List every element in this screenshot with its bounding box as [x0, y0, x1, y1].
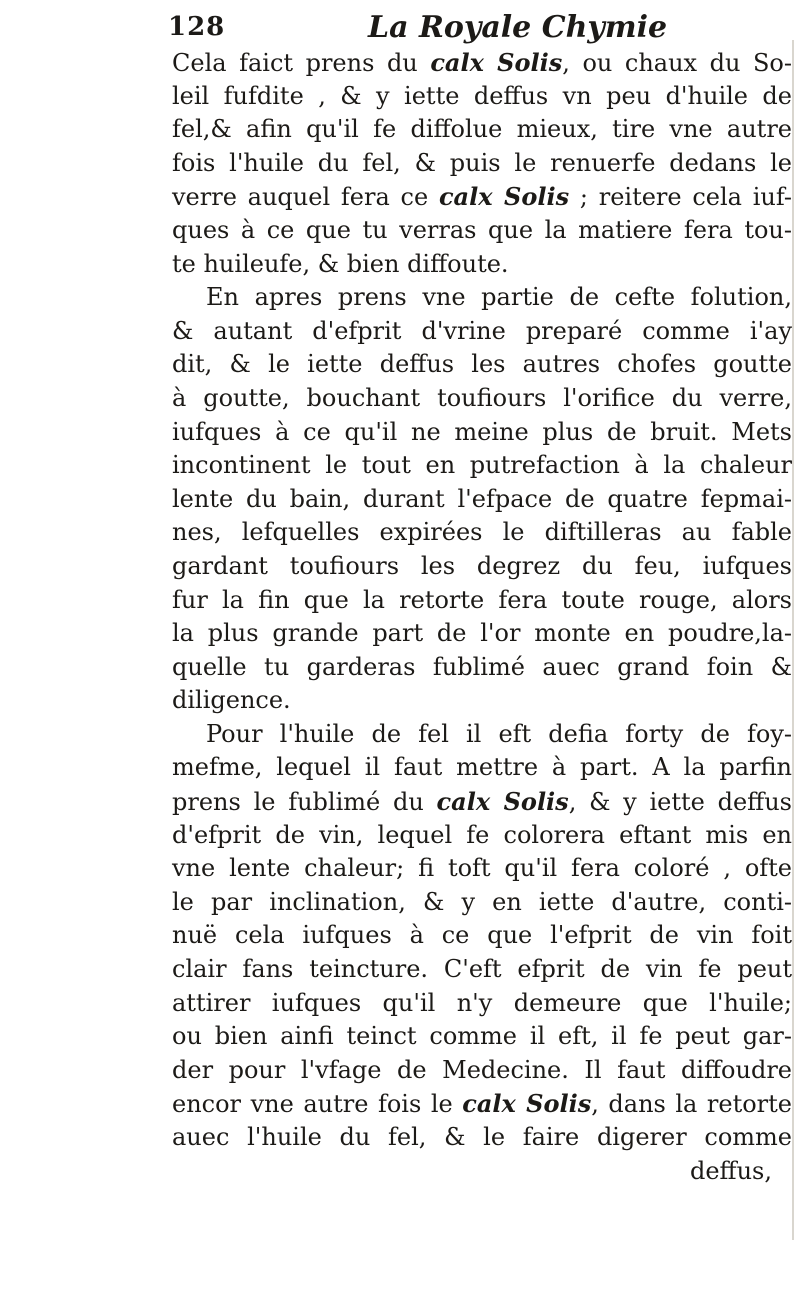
- text-line: [172, 248, 792, 282]
- text-run: & autant d'efprit d'vrine preparé comme i'ay: [172, 316, 792, 345]
- text-run: mefme, lequel il faut mettre à part. A la parfin: [172, 753, 792, 782]
- text-run: gardant toufiours les degrez du feu, iufques: [172, 551, 792, 580]
- text-line: [172, 147, 792, 181]
- text-run: dit, & le iette deffus les autres chofes goutte: [172, 350, 792, 379]
- text-run: attirer iufques qu'il n'y demeure que l'huile;: [172, 988, 792, 1017]
- italic-term: calx Solis: [436, 787, 569, 817]
- text-run: ; reitere cela iuf-: [569, 183, 793, 212]
- text-run: vne lente chaleur; fi toft qu'il fera coloré , ofte: [172, 854, 792, 883]
- text-line: [172, 987, 792, 1021]
- text-line: [172, 315, 792, 349]
- text-run: Pour l'huile de fel il eft defia forty de foy-: [206, 719, 792, 748]
- text-line: [172, 718, 792, 752]
- text-run: la plus grande part de l'or monte en poudre,la-: [172, 619, 792, 648]
- text-line: [172, 416, 792, 450]
- text-run: encor vne autre fois le: [172, 1090, 463, 1119]
- text-line: [172, 751, 792, 785]
- text-run: ou bien ainfi teinct comme il eft, il fe peut gar-: [172, 1022, 792, 1051]
- text-run: , & y iette deffus: [568, 788, 793, 817]
- catchword: deffus,: [689, 1156, 772, 1185]
- text-line: [172, 617, 792, 651]
- text-line: [172, 852, 792, 886]
- text-line: [172, 1054, 792, 1088]
- running-title: La Royale Chymie: [368, 10, 668, 45]
- text-line: [172, 516, 792, 550]
- text-line: [172, 348, 792, 382]
- italic-term: calx Solis: [430, 48, 563, 77]
- text-line: [172, 584, 792, 618]
- text-line: [172, 886, 792, 920]
- text-run: diligence.: [172, 686, 291, 715]
- text-run: fel,& afin qu'il fe diffolue mieux, tire vne autre: [172, 115, 792, 144]
- text-line: [172, 382, 792, 416]
- text-line: [172, 785, 792, 819]
- text-line: [172, 113, 792, 147]
- text-run: fois l'huile du fel, & puis le renuerfe dedans le: [172, 148, 792, 177]
- text-run: nuë cela iufques à ce que l'efprit de vin foit: [172, 921, 792, 950]
- text-run: leil fufdite , & y iette deffus vn peu d'huile de: [172, 81, 792, 110]
- text-line: [172, 1087, 792, 1121]
- text-line: [172, 819, 792, 853]
- text-run: d'efprit de vin, lequel fe colorera eftant mis en: [172, 820, 792, 849]
- text-run: incontinent le tout en putrefaction à la chaleur: [172, 451, 792, 480]
- page-header: [168, 10, 768, 50]
- text-run: lente du bain, durant l'efpace de quatre fepmai-: [172, 484, 792, 513]
- text-run: à goutte, bouchant toufiours l'orifice du verre,: [172, 383, 792, 412]
- text-run: auec l'huile du fel, & le faire digerer comme: [172, 1123, 792, 1151]
- text-line: [172, 1020, 792, 1054]
- text-line: [172, 449, 792, 483]
- text-run: quelle tu garderas fublimé auec grand foin &: [172, 652, 792, 681]
- page-edge-shadow: [792, 40, 794, 1240]
- page-number: 128: [168, 12, 226, 42]
- text-line: [172, 684, 792, 718]
- text-line: [172, 919, 792, 953]
- text-run: prens le fublimé du: [172, 788, 437, 817]
- text-line: [172, 483, 792, 517]
- text-line: [172, 46, 792, 80]
- text-run: iufques à ce qu'il ne meine plus de bruit. Mets: [172, 417, 792, 446]
- text-run: En apres prens vne partie de cefte folution,: [206, 283, 792, 312]
- text-run: Cela faict prens du: [172, 49, 431, 77]
- text-run: te huileufe, & bien diffoute.: [172, 249, 509, 278]
- text-run: verre auquel fera ce: [172, 183, 439, 212]
- text-run: le par inclination, & y en iette d'autre, conti-: [172, 887, 792, 916]
- body-text: [172, 46, 792, 1188]
- text-line: [172, 651, 792, 685]
- text-run: nes, lefquelles expirées le diftilleras au fable: [172, 518, 792, 547]
- text-line: [172, 180, 792, 214]
- text-run: ques à ce que tu verras que la matiere fera tou-: [172, 215, 792, 244]
- text-run: clair fans teincture. C'eft efprit de vin fe peut: [172, 955, 792, 984]
- text-run: der pour l'vfage de Medecine. Il faut diffoudre: [172, 1055, 792, 1084]
- italic-term: calx Solis: [462, 1089, 592, 1119]
- text-run: fur la fin que la retorte fera toute rouge, alors: [172, 585, 792, 614]
- text-line: [172, 214, 792, 248]
- text-line: [172, 281, 792, 315]
- text-run: , dans la retorte: [591, 1090, 792, 1119]
- text-line: [172, 80, 792, 114]
- text-line: [172, 1121, 792, 1155]
- text-line: [172, 953, 792, 987]
- text-run: , ou chaux du So-: [562, 49, 792, 77]
- text-line: [172, 550, 792, 584]
- italic-term: calx Solis: [438, 182, 570, 212]
